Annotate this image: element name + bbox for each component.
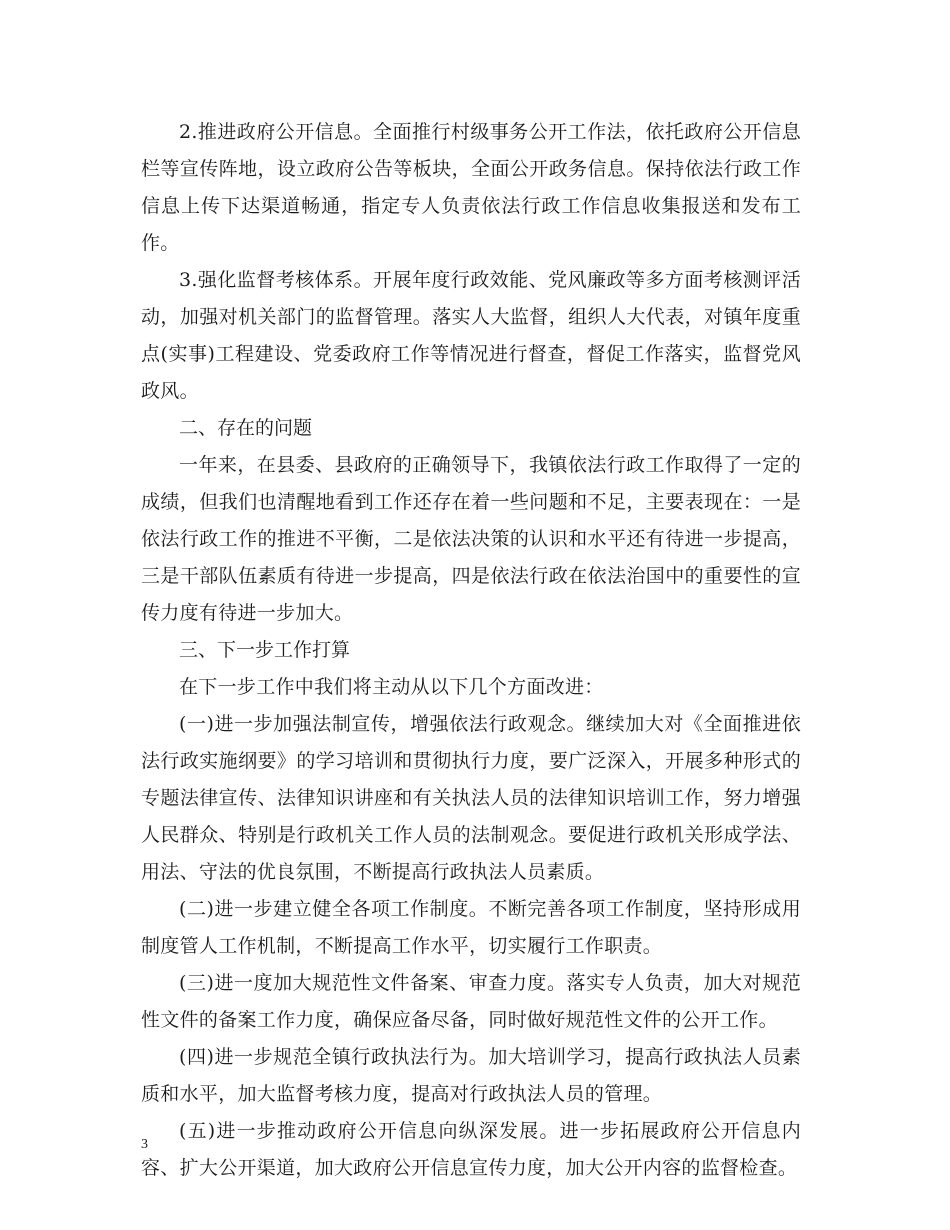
paragraph-strengthen-supervision: 3.强化监督考核体系。开展年度行政效能、党风廉政等多方面考核测评活动，加强对机关部门的监督管理。落实人大监督，组织人大代表，对镇年度重点(实事)工程建设、党委政府工作等情况进行督查，督促工作落实，监督党风政风。: [141, 269, 801, 402]
paragraph-item-1-legal-publicity: (一)进一步加强法制宣传，增强依法行政观念。继续加大对《全面推进依法行政实施纲要》的学习培训和贯彻执行力度，要广泛深入，开展多种形式的专题法律宣传、法律知识讲座和有关执法人员的法律知识培训工作，努力增强人民群众、特别是行政机关工作人员的法制观念。要促进行政机关形成学法、用法、守法的优良氛围，不断提高行政执法人员素质。: [141, 713, 801, 883]
paragraph-problems-description: 一年来，在县委、县政府的正确领导下，我镇依法行政工作取得了一定的成绩，但我们也清醒地看到工作还存在着一些问题和不足，主要表现在：一是依法行政工作的推进不平衡，二是依法决策的认识和水平还有待进一步提高，三是干部队伍素质有待进一步提高，四是依法行政在依法治国中的重要性的宣传力度有待进一步加大。: [141, 454, 801, 624]
section-heading-existing-problems: 二、存在的问题: [179, 417, 313, 439]
paragraph-item-2-work-systems: (二)进一步建立健全各项工作制度。不断完善各项工作制度，坚持形成用制度管人工作机制，不断提高工作水平，切实履行工作职责。: [141, 898, 801, 957]
paragraph-promote-government-disclosure: 2.推进政府公开信息。全面推行村级事务公开工作法，依托政府公开信息栏等宣传阵地，设立政府公告等板块，全面公开政务信息。保持依法行政工作信息上传下达渠道畅通，指定专人负责依法行政工作信息收集报送和发布工作。: [141, 121, 801, 254]
section-heading-next-steps: 三、下一步工作打算: [179, 639, 351, 661]
paragraph-item-5-information-disclosure: (五)进一步推动政府公开信息向纵深发展。进一步拓展政府公开信息内容、扩大公开渠道，加大政府公开信息宣传力度，加大公开内容的监督检查。: [141, 1120, 801, 1179]
document-body: [141, 114, 801, 1187]
page-number: 3: [141, 1137, 148, 1152]
paragraph-item-3-normative-documents: (三)进一度加大规范性文件备案、审查力度。落实专人负责，加大对规范性文件的备案工作力度，确保应备尽备，同时做好规范性文件的公开工作。: [141, 972, 801, 1031]
paragraph-next-steps-intro: 在下一步工作中我们将主动从以下几个方面改进：: [179, 676, 604, 698]
paragraph-item-4-law-enforcement: (四)进一步规范全镇行政执法行为。加大培训学习，提高行政执法人员素质和水平，加大监督考核力度，提高对行政执法人员的管理。: [141, 1046, 801, 1105]
